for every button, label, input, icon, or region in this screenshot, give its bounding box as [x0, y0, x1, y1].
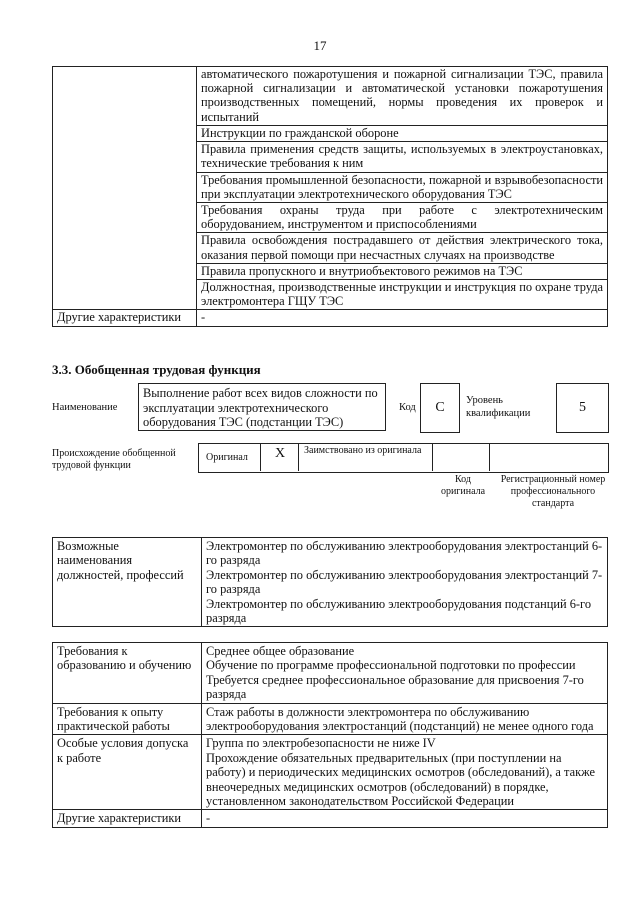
other-characteristics-label: Другие характеристики — [53, 310, 197, 326]
code-label: Код — [399, 402, 416, 413]
knowledge-item: Инструкции по гражданской обороне — [197, 126, 608, 142]
admission-label: Особые условия допуска к работе — [53, 735, 202, 810]
function-name: Выполнение работ всех видов сложности по эксплуатации электротехнического оборудования ТЭС (подстанции ТЭС) — [138, 383, 386, 431]
divider — [432, 443, 433, 471]
position-item: Электромонтер по обслуживанию электрооборудования электростанций 7-го разряда — [206, 567, 603, 597]
positions-values — [202, 538, 608, 627]
other-characteristics-value: - — [197, 310, 608, 326]
requirement-item: Требуется среднее профессиональное образование для присвоения 7-го разряда — [206, 672, 584, 702]
page-number: 17 — [313, 38, 327, 53]
section-title: 3.3. Обобщенная трудовая функция — [52, 362, 261, 377]
table-row — [53, 735, 608, 810]
empty-label-cell — [53, 67, 197, 310]
divider — [298, 443, 299, 471]
experience-values — [202, 703, 608, 735]
education-label: Требования к образованию и обучению — [53, 643, 202, 704]
divider — [260, 443, 261, 471]
position-item: Электромонтер по обслуживанию электрооборудования подстанций 6-го разряда — [206, 596, 592, 626]
knowledge-table — [52, 66, 608, 327]
original-mark: X — [274, 446, 286, 461]
divider — [489, 443, 490, 471]
code-value: С — [420, 383, 460, 433]
level-label: Уровень квалификации — [466, 395, 531, 419]
knowledge-item: Требования охраны труда при работе с электротехническим оборудованием, инструментом и приспособлениями — [197, 203, 608, 233]
experience-label: Требования к опыту практической работы — [53, 703, 202, 735]
knowledge-item: Правила освобождения пострадавшего от действия электрического тока, оказания первой помощи при несчастных случаях на производстве — [197, 233, 608, 263]
requirement-item: Стаж работы в должности электромонтера по обслуживанию электрооборудования электростанций (подстанций) не менее одного года — [206, 704, 594, 734]
table-row — [53, 643, 608, 704]
admission-values — [202, 735, 608, 810]
table-row — [53, 310, 608, 326]
level-value: 5 — [556, 383, 609, 433]
positions-label: Возможные наименования должностей, профессий — [53, 538, 202, 627]
education-values — [202, 643, 608, 704]
knowledge-item: автоматического пожаротушения и пожарной сигнализации ТЭС, правила пожарной сигнализации и автоматической установки пожаротушения производственных помещений, нормы проведения их проверок и испытаний — [197, 67, 608, 126]
table-row — [53, 703, 608, 735]
requirement-item: Среднее общее образование — [206, 644, 355, 658]
table-row — [53, 67, 608, 126]
knowledge-item: Должностная, производственные инструкции и инструкция по охране труда электромонтера ГЩУ ТЭС — [197, 280, 608, 310]
table-row — [53, 538, 608, 627]
position-item: Электромонтер по обслуживанию электрооборудования электростанций 6-го разряда — [206, 539, 603, 568]
code-original-label: Код оригинала — [440, 474, 486, 497]
requirements-table — [52, 642, 608, 828]
knowledge-item: Правила пропускного и внутриобъектового режимов на ТЭС — [197, 263, 608, 279]
table-row — [53, 810, 608, 827]
requirement-item: Прохождение обязательных предварительных (при поступлении на работу) и периодических медицинских осмотров (обследований), а также внеочередных медицинских осмотров (обследований) в порядке, установленном законодательством Российской Федерации — [206, 750, 595, 809]
reg-number-label: Регистрационный номер профессионального стандарта — [500, 474, 606, 509]
origin-label: Происхождение обобщенной трудовой функции — [52, 448, 176, 471]
name-label: Наименование — [52, 402, 118, 413]
requirement-item: Обучение по программе профессиональной подготовки по профессии — [206, 658, 576, 673]
knowledge-item: Требования промышленной безопасности, пожарной и взрывобезопасности при эксплуатации электротехнического оборудования ТЭС — [197, 172, 608, 202]
original-label: Оригинал — [206, 452, 248, 463]
positions-table — [52, 537, 608, 627]
borrowed-label: Заимствовано из оригинала — [304, 445, 422, 456]
requirement-item: Группа по электробезопасности не ниже IV — [206, 736, 436, 751]
other-label: Другие характеристики — [53, 810, 202, 827]
other-value: - — [202, 810, 608, 827]
knowledge-item: Правила применения средств защиты, используемых в электроустановках, технические требования к ним — [197, 142, 608, 172]
